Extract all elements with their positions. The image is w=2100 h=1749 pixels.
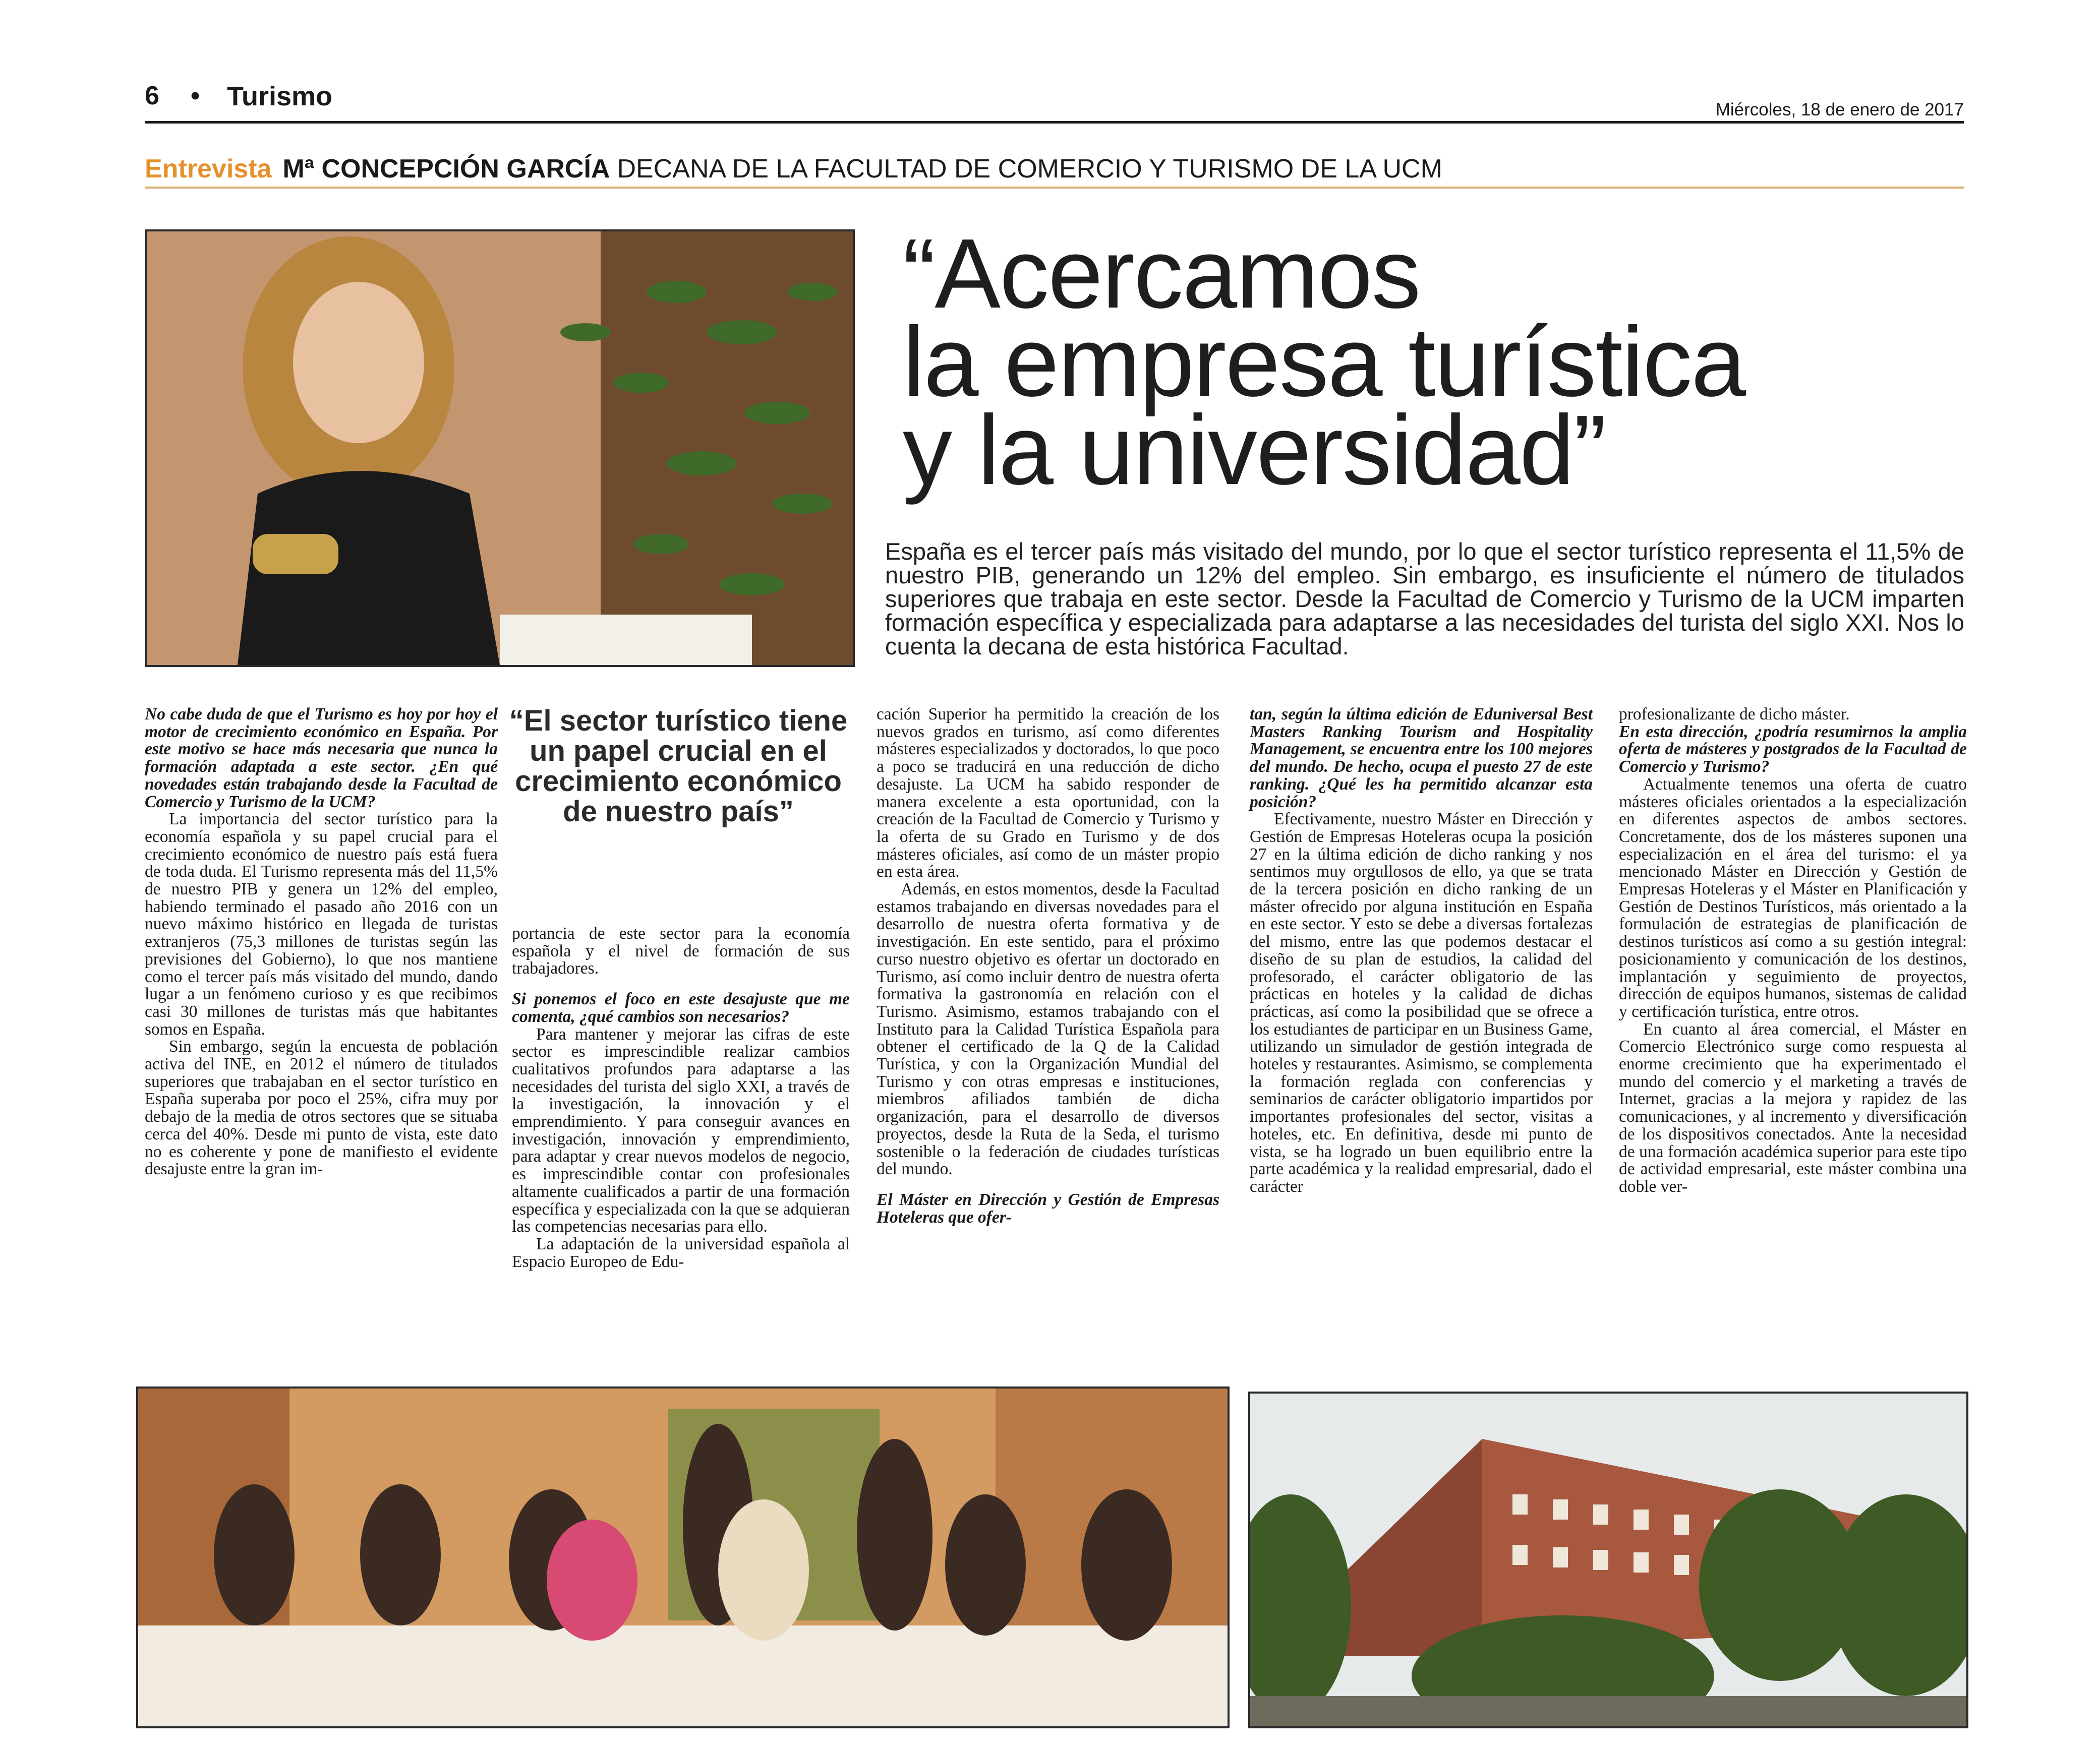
building-photo (1248, 1392, 1968, 1728)
portrait-photo (145, 229, 855, 667)
article-column-5 (1619, 706, 1967, 1196)
standfirst: España es el tercer país más visitado del mundo, por lo que el sector turístico representa el 11,5% de nuestro PIB, generando un 12% del empleo. Sin embargo, es insuficiente el número de titulados superiores que trabaja en este sector. Desde la Facultad de Comercio y Turismo de la UCM imparten formación específica y especializada para adaptarse a las necesidades del turista del siglo XXI. Nos lo cuenta la decana de esta histórica Facultad. (885, 538, 1964, 659)
kicker-rule (145, 187, 1964, 189)
section-name: Turismo (227, 81, 333, 111)
issue-date: Miércoles, 18 de enero de 2017 (1715, 100, 1964, 119)
headline-line-2: la empresa turística (903, 307, 1745, 417)
group-photo (136, 1386, 1230, 1728)
question-4: En esta dirección, ¿podría resumirnos la amplia oferta de másteres y postgrados de la Facultad de Comercio y Turismo? (1619, 722, 1967, 776)
article-column-1 (145, 706, 498, 1178)
header-rule (145, 121, 1964, 124)
question-2: Si ponemos el foco en este desajuste que me comenta, ¿qué cambios son necesarios? (512, 990, 850, 1026)
paragraph: La adaptación de la universidad española al Espacio Europeo de Edu- (512, 1234, 850, 1271)
paragraph: profesionalizante de dicho máster. (1619, 705, 1850, 723)
interviewee-role: DECANA DE LA FACULTAD DE COMERCIO Y TURISMO DE LA UCM (617, 154, 1442, 184)
building-illustration (1250, 1394, 1966, 1726)
article-column-3 (877, 706, 1219, 1226)
article-column-4 (1250, 706, 1593, 1196)
header-bullet: • (191, 81, 200, 110)
page-number: 6 (145, 81, 159, 110)
paragraph: En cuanto al área comercial, el Máster en Comercio Electrónico surge como respuesta al enorme crecimiento que ha experimentado el mundo del comercio y el marketing a través de Internet, gracias a la mejora y rapidez de las comunicaciones, y al incremento y diversificación de los dispositivos conectados. Ante la necesidad de una formación académica superior para este tipo de actividad empresarial, este máster combina una doble ver- (1619, 1019, 1967, 1196)
question-3-cont: tan, según la última edición de Eduniversal Best Masters Ranking Tourism and Hospitality Management, se encuentra entre los 100 mejores del mundo. De hecho, ocupa el puesto 27 de este ranking. ¿Qué les ha permitido alcanzar esta posición? (1250, 705, 1593, 811)
paragraph: Sin embargo, según la encuesta de población activa del INE, en 2012 el número de titulados superiores que trabajaban en el sector turístico en España superaba por poco el 25%, cifra muy por debajo de la media de otros sectores que se situaba cerca del 40%. Desde mi punto de vista, este dato no es coherente y pone de manifiesto el evidente desajuste entre la gran im- (145, 1037, 498, 1179)
headline-line-1: “Acercamos (903, 218, 1420, 329)
headline-line-3: y la universidad” (903, 395, 1606, 505)
question-3: El Máster en Dirección y Gestión de Empresas Hoteleras que ofer- (877, 1190, 1219, 1227)
paragraph: Actualmente tenemos una oferta de cuatro másteres oficiales orientados a la especialización en diferentes aspectos de ambos sectores. Concretamente, dos de los másteres suponen una especialización en el área del turismo: el ya mencionado Máster en Dirección y Gestión de Empresas Hoteleras y el Máster en Planificación y Gestión de Destinos Turísticos, más orientado a la formulación de estrategias de planificación de destinos turísticos así como a su gestión integral: posicionamiento y comunicación de los destinos, implantación y seguimiento de proyectos, dirección de equipos humanos, sistemas de calidad y certificación turística, entre otros. (1619, 774, 1967, 1021)
kicker (145, 154, 1442, 184)
paragraph: portancia de este sector para la economía española y el nivel de formación de sus trabajadores. (512, 924, 850, 978)
paragraph: Además, en estos momentos, desde la Facultad estamos trabajando en diversas novedades para el desarrollo de nuestra oferta formativa y de investigación. En este sentido, para el próximo curso nuestro objetivo es ofertar un doctorado en Turismo, así como incluir dentro de nuestra oferta formativa la gastronomía en relación con el Turismo. Asimismo, estamos trabajando con el Instituto para la Calidad Turística Española para obtener el certificado de la Q de la Calidad Turística, y con la Organización Mundial del Turismo y con otras empresas e instituciones, miembros afiliados también de dicha organización, para el desarrollo de diversos proyectos, desde la Ruta de la Seda, el turismo sostenible o la federación de ciudades turísticas del mundo. (877, 880, 1219, 1179)
paragraph: La importancia del sector turístico para la economía española y su papel crucial para el crecimiento económico de nuestro país está fuera de toda duda. El Turismo representa más del 11,5% de nuestro PIB y genera un 12% del empleo, habiendo terminado el pasado año 2016 con un nuevo máximo histórico en llegada de turistas extranjeros (75,3 millones de turistas según las previsiones del Gobierno), lo que nos mantiene como el tercer país más visitado del mundo, dando lugar a un fenómeno curioso y es que recibimos casi 30 millones de turistas más que habitantes somos en España. (145, 810, 498, 1039)
headline (903, 218, 1987, 505)
paragraph: Para mantener y mejorar las cifras de este sector es imprescindible realizar cambios cualitativos profundos para adaptarse a las necesidades del turista del siglo XXI, a través de la investigación, la innovación y el emprendimiento. Y para conseguir avances en investigación, innovación y emprendimiento, para adaptar y crear nuevos modelos de negocio, es imprescindible contar con profesionales altamente cualificados a partir de una formación específica y especializada con la que se adquieran las competencias necesarias para ello. (512, 1024, 850, 1236)
group-illustration (138, 1389, 1228, 1726)
kicker-label: Entrevista (145, 154, 272, 184)
paragraph: Efectivamente, nuestro Máster en Dirección y Gestión de Empresas Hoteleras ocupa la posición 27 en la última edición de dicho ranking y nos sentimos muy orgullosos de ello, ya que se trata de la tercera posición en dicho ranking de un máster ofrecido por alguna institución en España en este sector. Y esto se debe a diversas fortalezas del mismo, entre las que podemos destacar el diseño de su plan de estudios, la calidad del profesorado, el carácter obligatorio de las prácticas en hoteles y la calidad de dichas prácticas, así como la posibilidad que se ofrece a los estudiantes de participar en un Business Game, utilizando un simulador de gestión integrada de hoteles y restaurantes. Asimismo, se complementa la formación reglada con conferencias y seminarios de carácter obligatorio impartidos por importantes profesionales del sector, visitas a hoteles, etc. En definitiva, desde mi punto de vista, se ha logrado un buen equilibrio entre la parte académica y la realidad empresarial, dado el carácter (1250, 810, 1593, 1196)
pull-quote: “El sector turístico tiene un papel crucial en el crecimiento económico de nuestro país” (509, 704, 848, 828)
paragraph: cación Superior ha permitido la creación de los nuevos grados en turismo, así como diferentes másteres especializados y doctorados, lo que poco a poco se traducirá en una reducción de dicho desajuste. La UCM ha sabido responder de manera excelente a esta oportunidad, con la creación de la Facultad de Comercio y Turismo y la oferta de su Grado en Turismo y de dos másteres oficiales, así como de un máster propio en esta área. (877, 705, 1219, 881)
portrait-illustration (147, 231, 853, 665)
question-1: No cabe duda de que el Turismo es hoy por hoy el motor de crecimiento económico en España. Por este motivo se hace más necesaria que nunca la formación adaptada a este sector. ¿En qué novedades están trabajando desde la Facultad de Comercio y Turismo de la UCM? (145, 705, 498, 811)
interviewee-name: Mª CONCEPCIÓN GARCÍA (282, 154, 610, 184)
article-column-2 (512, 925, 850, 1271)
